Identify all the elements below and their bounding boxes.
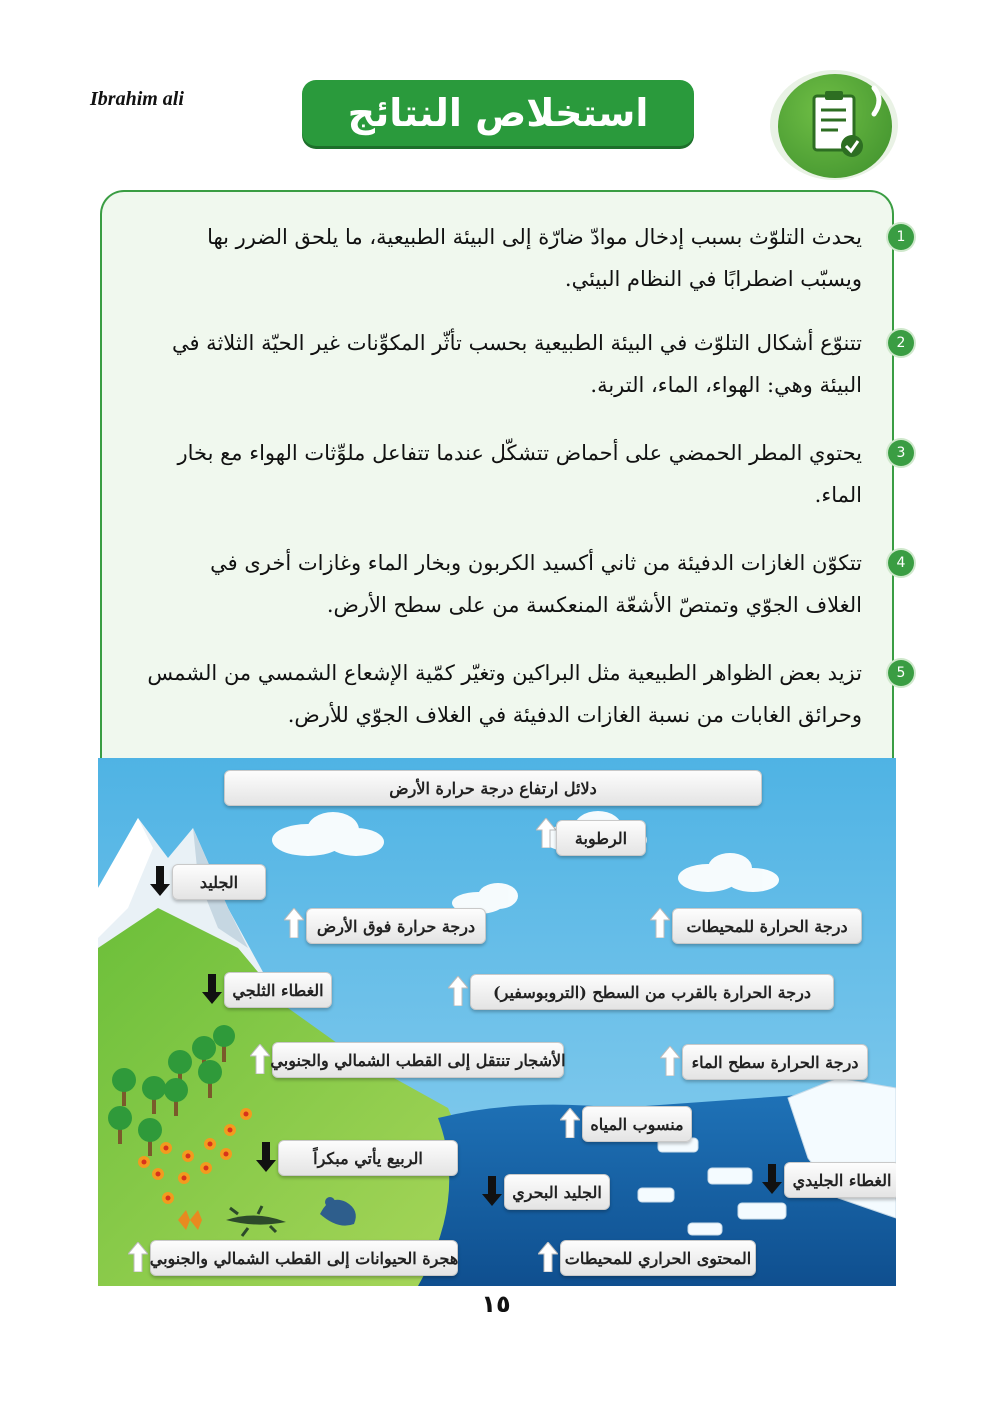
- label-sea-ice: الجليد البحري: [504, 1174, 610, 1210]
- page-number: ١٥: [481, 1290, 511, 1318]
- label-ice-sheet: الغطاء الجليدي: [784, 1162, 896, 1198]
- item-3-line-1: يحتوي المطر الحمضي على أحماض تتشكّل عندما تتفاعل ملوِّثات الهواء مع بخار: [177, 441, 862, 465]
- up-arrow-icon: [536, 818, 556, 848]
- figure-background: [98, 758, 896, 1286]
- clipboard-icon: [778, 74, 892, 178]
- label-land-temperature: درجة حرارة فوق الأرض: [306, 908, 486, 944]
- item-2-line-2: البيئة وهي: الهواء، الماء، التربة.: [590, 373, 862, 397]
- item-1-line-1: يحدث التلوّث بسبب إدخال موادّ ضارّة إلى البيئة الطبيعية، ما يلحق الضرر بها: [207, 225, 862, 249]
- conclusion-item-5: [147, 652, 906, 736]
- author-name: Ibrahim ali: [90, 88, 184, 110]
- label-animal-migration: هجرة الحيوانات إلى القطب الشمالي والجنوبي: [150, 1240, 458, 1276]
- item-number-4: 4: [888, 550, 914, 576]
- conclusion-item-1: [207, 216, 906, 300]
- label-humidity: الرطوبة: [556, 820, 646, 856]
- item-3-line-2: الماء.: [814, 483, 862, 507]
- section-title: استخلاص النتائج: [302, 80, 694, 146]
- conclusions-panel: [100, 190, 906, 762]
- label-ocean-temperature: درجة الحرارة للمحيطات: [672, 908, 862, 944]
- label-ice: الجليد: [172, 864, 266, 900]
- label-early-spring: الربيع يأتي مبكراً: [278, 1140, 458, 1176]
- figure-title: دلائل ارتفاع درجة حرارة الأرض: [224, 770, 762, 806]
- item-number-3: 3: [888, 440, 914, 466]
- item-5-line-2: وحرائق الغابات من نسبة الغازات الدفيئة في الغلاف الجوّي للأرض.: [287, 703, 862, 727]
- label-trees-migrate: الأشجار تنتقل إلى القطب الشمالي والجنوبي: [272, 1042, 564, 1078]
- item-5-line-1: تزيد بعض الظواهر الطبيعية مثل البراكين وتغيّر كمّية الإشعاع الشمسي من الشمس: [147, 661, 862, 685]
- item-number-1: 1: [888, 224, 914, 250]
- item-1-line-2: ويسبّب اضطرابًا في النظام البيئي.: [564, 267, 862, 291]
- label-sea-level: منسوب المياه: [582, 1106, 692, 1142]
- down-arrow-icon: [482, 1176, 502, 1206]
- conclusion-item-4: [210, 542, 906, 626]
- down-arrow-icon: [256, 1142, 276, 1172]
- global-warming-figure: [98, 758, 896, 1286]
- down-arrow-icon: [202, 974, 222, 1004]
- up-arrow-icon: [250, 1044, 270, 1074]
- conclusion-item-2: [171, 322, 906, 406]
- label-sea-surface-temperature: درجة الحرارة سطح الماء: [682, 1044, 868, 1080]
- label-ocean-heat-content: المحتوى الحراري للمحيطات: [560, 1240, 756, 1276]
- up-arrow-icon: [660, 1046, 680, 1076]
- item-number-5: 5: [888, 660, 914, 686]
- item-2-line-1: تتنوّع أشكال التلوّث في البيئة الطبيعية بحسب تأثّر المكوِّنات غير الحيّة الثلاثة في: [171, 331, 862, 355]
- up-arrow-icon: [650, 908, 670, 938]
- down-arrow-icon: [762, 1164, 782, 1194]
- up-arrow-icon: [284, 908, 304, 938]
- item-4-line-2: الغلاف الجوّي وتمتصّ الأشعّة المنعكسة من على سطح الأرض.: [326, 593, 862, 617]
- item-4-line-1: تتكوّن الغازات الدفيئة من ثاني أكسيد الكربون وبخار الماء وغازات أخرى في: [210, 551, 862, 575]
- up-arrow-icon: [538, 1242, 558, 1272]
- down-arrow-icon: [150, 866, 170, 896]
- up-arrow-icon: [560, 1108, 580, 1138]
- up-arrow-icon: [448, 976, 468, 1006]
- item-number-2: 2: [888, 330, 914, 356]
- conclusion-item-3: [177, 432, 906, 516]
- label-troposphere-temperature: درجة الحرارة بالقرب من السطح (التروبوسفير): [470, 974, 834, 1010]
- up-arrow-icon: [128, 1242, 148, 1272]
- label-snow-cover: الغطاء الثلجي: [224, 972, 332, 1008]
